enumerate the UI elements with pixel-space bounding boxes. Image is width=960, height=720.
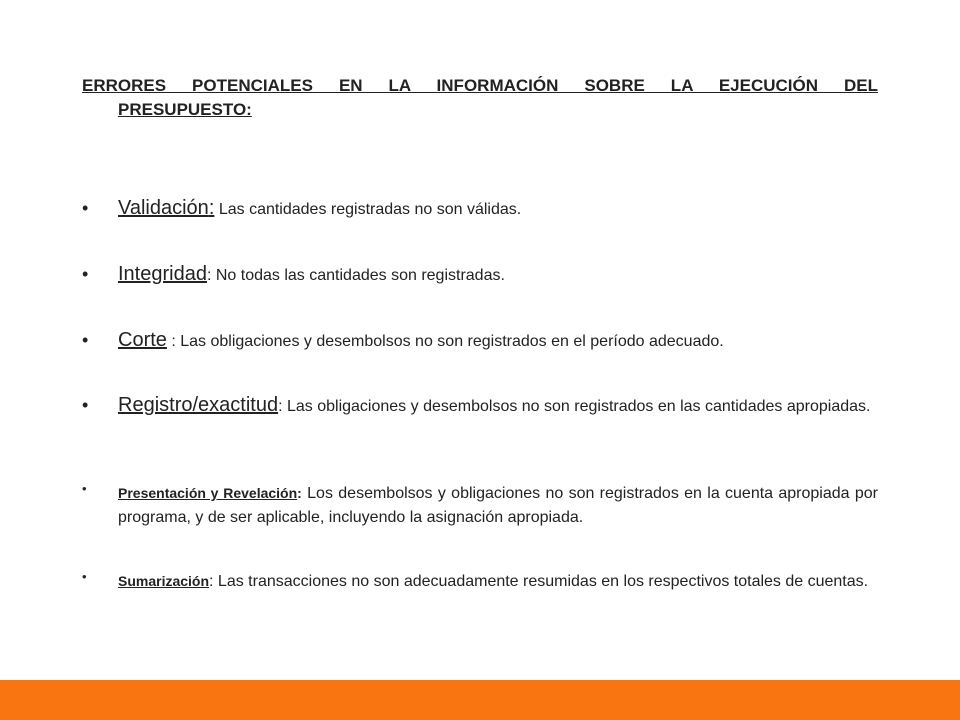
bullet-separator: : (297, 485, 302, 501)
bullet-desc: Las obligaciones y desembolsos no son registrados en las cantidades apropiadas. (282, 398, 871, 415)
bullet-term: Validación (118, 197, 209, 219)
footer-accent-bar (0, 680, 960, 720)
bullet-item-validacion (82, 196, 878, 222)
bullet-term: Corte (118, 329, 167, 351)
bullet-dot-icon: • (82, 395, 89, 415)
slide-title-line2: PRESUPUESTO: (118, 100, 252, 119)
bullet-separator: : (208, 197, 215, 219)
slide-title-line1: ERRORES POTENCIALES EN LA INFORMACIÓN SOBRE LA EJECUCIÓN DEL (82, 76, 878, 95)
bullet-desc: Las transacciones no son adecuadamente resumidas en los respectivos totales de cuentas. (213, 573, 869, 590)
bullet-desc: Las cantidades registradas no son válidas. (214, 201, 522, 218)
bullet-separator: : (209, 573, 214, 590)
slide-title (82, 74, 878, 122)
bullet-separator: : (278, 398, 283, 415)
bullet-dot-icon: • (82, 569, 87, 584)
bullet-separator: : (206, 267, 212, 284)
bullet-item-sumarizacion (82, 569, 878, 594)
bullet-separator: : (166, 333, 176, 350)
bullet-dot-icon: • (82, 198, 89, 218)
bullet-term: Integridad (118, 263, 207, 285)
bullet-term: Presentación y Revelación (118, 485, 298, 501)
bullet-item-corte (82, 328, 878, 354)
bullet-item-presentacion-revelacion (82, 481, 878, 530)
bullet-dot-icon: • (82, 481, 87, 496)
bullet-item-integridad (82, 262, 878, 288)
bullet-desc: Las obligaciones y desembolsos no son registrados en el período adecuado. (175, 333, 724, 350)
bullet-dot-icon: • (82, 330, 89, 350)
bullet-desc: No todas las cantidades son registradas. (211, 267, 505, 284)
bullet-term: Sumarización (118, 573, 210, 589)
bullet-item-registro-exactitud (82, 393, 878, 419)
bullet-term: Registro/exactitud (118, 394, 279, 416)
bullet-desc: Los desembolsos y obligaciones no son registrados en la cuenta apropiada por programa, y de ser aplicable, incluyendo la asignación apropiada. (118, 485, 878, 526)
bullet-dot-icon: • (82, 264, 89, 284)
